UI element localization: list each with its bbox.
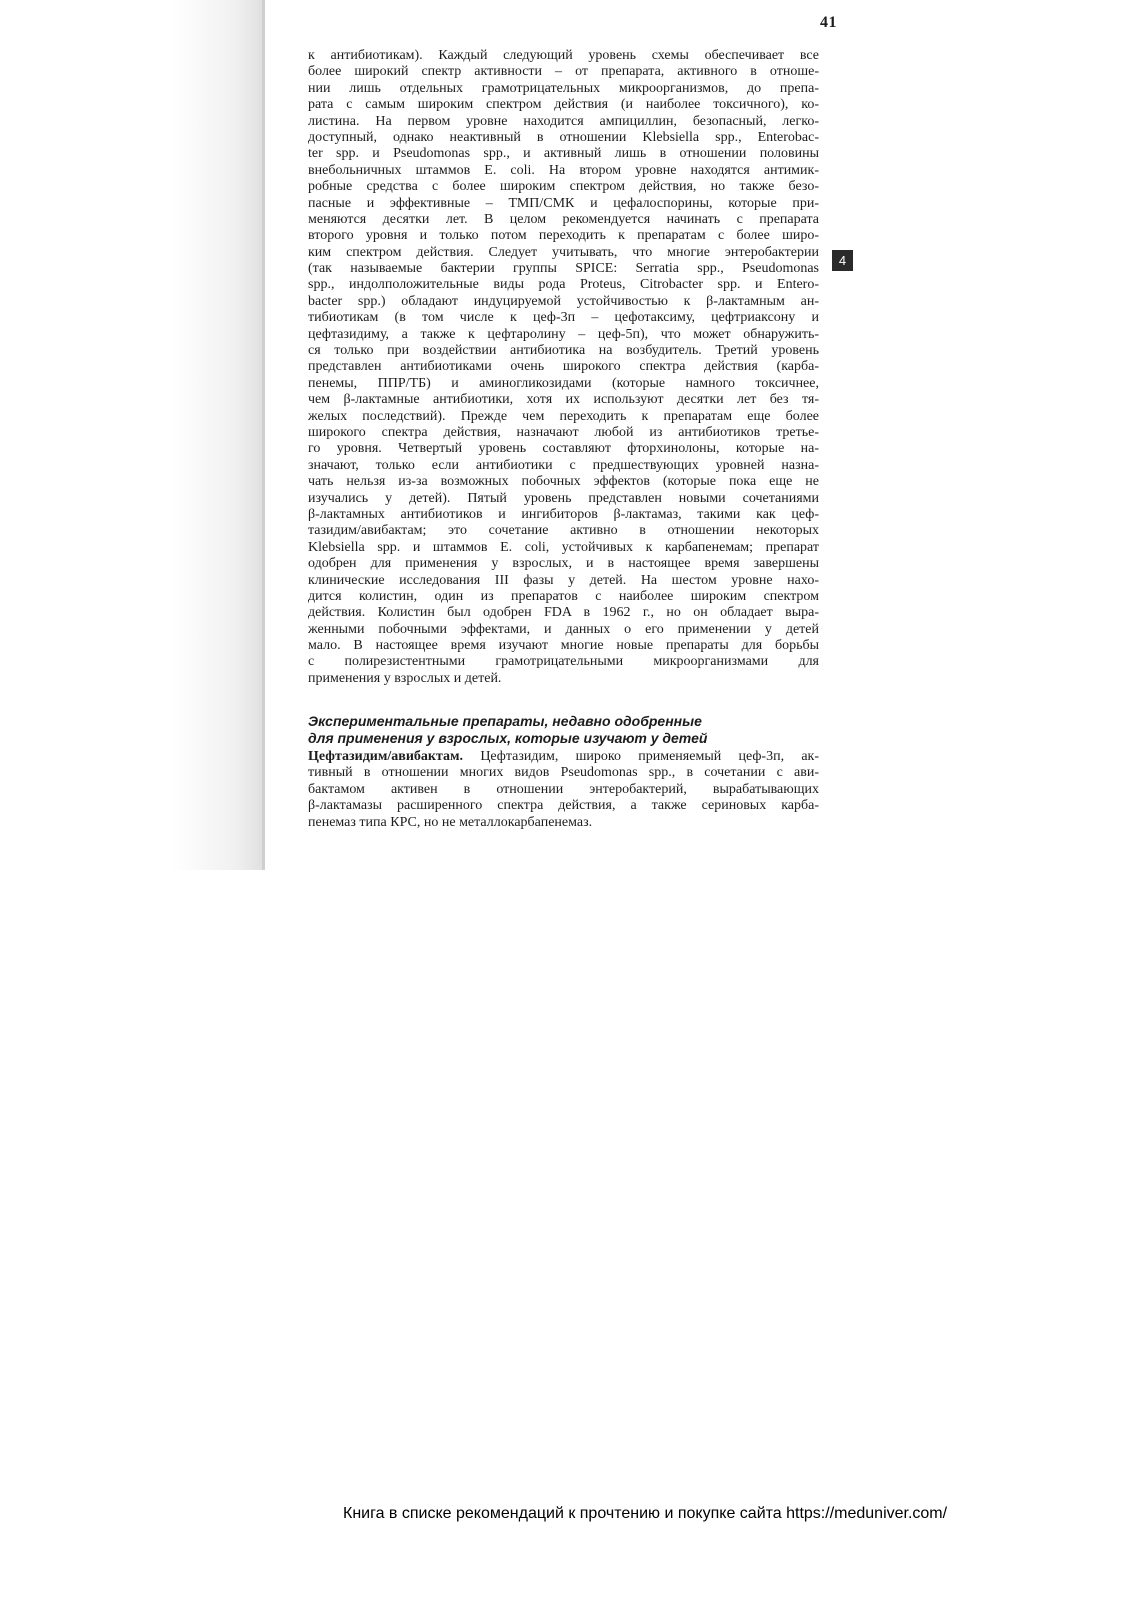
body-line: β-лактамных антибиотиков и ингибиторов β-лактамаз, такими как цеф- [308,506,819,522]
page-number: 41 [820,14,837,31]
body-line: доступный, однако неактивный в отношении Klebsiella spp., Enterobac- [308,129,819,145]
body-line: робные средства с более широким спектром действия, но также безо- [308,179,819,195]
body-line: второго уровня и только потом переходить к препаратам с более широ- [308,228,819,244]
section-first-line [308,749,819,765]
body-line: желых последствий). Прежде чем переходить к препаратам еще более [308,408,819,424]
body-line: цефтазидиму, а также к цефтаролину – цеф-5п), что может обнаружить- [308,326,819,342]
section-line: β-лактамазы расширенного спектра действия, а также сериновых карба- [308,798,819,814]
section-line: пенемаз типа КРС, но не металлокарбапенемаз. [308,814,593,830]
body-line: тазидим/авибактам; это сочетание активно в отношении некоторых [308,523,819,539]
body-line: женными побочными эффектами, и данных о его применении у детей [308,621,819,637]
body-line: spp., индолположительные виды рода Proteus, Citrobacter spp. и Entero- [308,277,819,293]
section-line: тивный в отношении многих видов Pseudomonas spp., в сочетании с ави- [308,765,819,781]
body-line: ter spp. и Pseudomonas spp., и активный лишь в отношении половины [308,146,819,162]
body-line: пенемы, ППР/ТБ) и аминогликозидами (которые намного токсичнее, [308,375,819,391]
body-line: тибиотикам (в том числе к цеф-3п – цефотаксиму, цефтриаксону и [308,310,819,326]
body-line: одобрен для применения у взрослых, и в настоящее время завершены [308,556,819,572]
body-line: чать нельзя из-за возможных побочных эффектов (которые пока еще не [308,474,819,490]
scan-page-shadow [172,0,264,870]
body-line: bacter spp.) обладают индуцируемой устойчивостью к β-лактамным ан- [308,293,819,309]
body-line: внебольничных штаммов E. coli. На втором уровне находятся антимик- [308,162,819,178]
body-line: применения у взрослых и детей. [308,670,502,686]
body-line: рата с самым широким спектром действия (и наиболее токсичного), ко- [308,97,819,113]
footer-note: Книга в списке рекомендаций к прочтению и покупке сайта https://meduniver.com/ [343,1505,948,1522]
body-line: нии лишь отдельных грамотрицательных микроорганизмов, до препа- [308,80,819,96]
body-line: дится колистин, один из препаратов с наиболее широким спектром [308,588,819,604]
chapter-tab: 4 [832,250,853,271]
section-heading-line: Экспериментальные препараты, недавно одобренные [308,713,702,729]
body-text [308,48,819,687]
body-line: пасные и эффективные – ТМП/СМК и цефалоспорины, которые при- [308,195,819,211]
body-line: меняются десятки лет. В целом рекомендуется начинать с препарата [308,211,819,227]
body-line: значают, только если антибиотики с предшествующих уровней назна- [308,457,819,473]
section-line: бактамом активен в отношении энтеробактерий, вырабатывающих [308,781,819,797]
body-line: представлен антибиотиками очень широкого спектра действия (карба- [308,359,819,375]
scan-page-edge [262,0,265,870]
body-line: с полирезистентными грамотрицательными микроорганизмами для [308,654,819,670]
body-line: листина. На первом уровне находится ампициллин, безопасный, легко- [308,113,819,129]
section-heading-line: для применения у взрослых, которые изучают у детей [308,730,708,746]
body-line: действия. Колистин был одобрен FDA в 1962 г., но он обладает выра- [308,605,819,621]
body-line: (так называемые бактерии группы SPICE: Serratia spp., Pseudomonas [308,261,819,277]
body-line: ся только при воздействии антибиотика на возбудитель. Третий уровень [308,343,819,359]
section-heading [308,713,828,747]
body-line: Klebsiella spp. и штаммов E. coli, устойчивых к карбапенемам; препарат [308,539,819,555]
body-line: ким спектром действия. Следует учитывать, что многие энтеробактерии [308,244,819,260]
section-text [308,749,819,831]
body-line: го уровня. Четвертый уровень составляют фторхинолоны, которые на- [308,441,819,457]
section-first-line-rest: Цефтазидим, широко применяемый цеф-3п, ак- [463,749,819,764]
body-line: мало. В настоящее время изучают многие новые препараты для борьбы [308,638,819,654]
body-line: изучались у детей). Пятый уровень представлен новыми сочетаниями [308,490,819,506]
body-line: более широкий спектр активности – от препарата, активного в отноше- [308,64,819,80]
body-line: чем β-лактамные антибиотики, хотя их используют десятки лет без тя- [308,392,819,408]
body-line: широкого спектра действия, назначают любой из антибиотиков третье- [308,424,819,440]
body-line: к антибиотикам). Каждый следующий уровень схемы обеспечивает все [308,48,819,63]
drug-term: Цефтазидим/авибактам. [308,749,464,764]
body-line: клинические исследования III фазы у детей. На шестом уровне нахо- [308,572,819,588]
